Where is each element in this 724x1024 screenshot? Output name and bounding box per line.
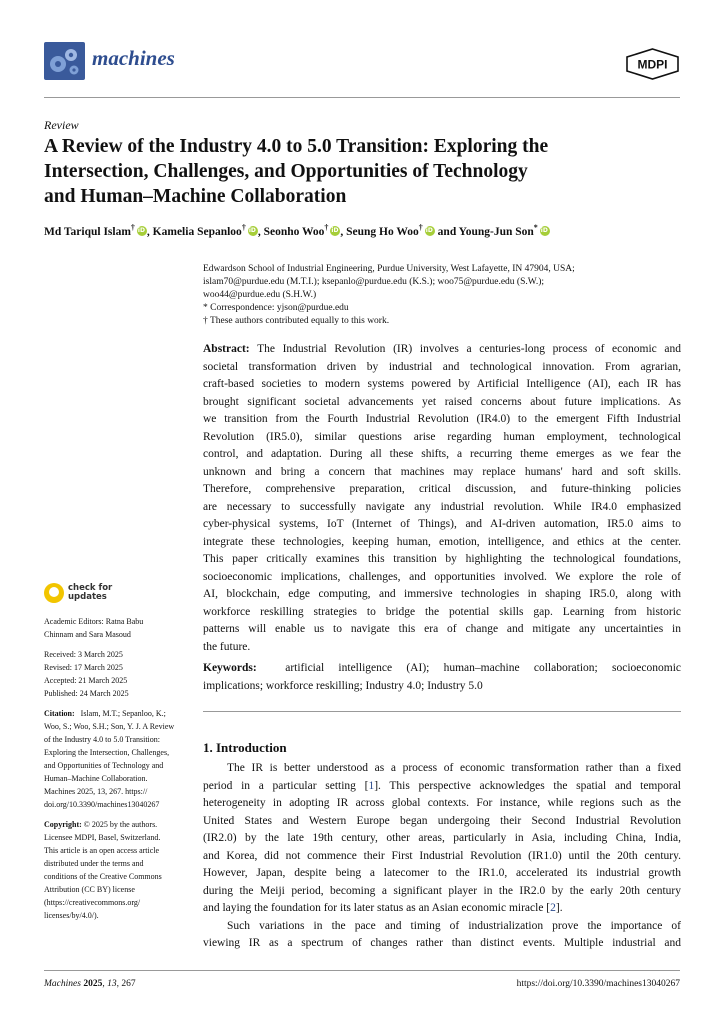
equal-contribution-note: † These authors contributed equally to this work. <box>203 316 390 326</box>
article-title <box>44 134 684 209</box>
footer-volume: 13 <box>107 979 117 989</box>
affiliation-line[interactable]: islam70@purdue.edu (M.T.I.); ksepanlo@purdue.edu (K.S.); woo75@purdue.edu (S.W.); <box>203 277 545 287</box>
citation-ref-link[interactable]: 2 <box>550 902 556 914</box>
mdpi-logo-text: MDPI <box>637 57 668 72</box>
copyright: Copyright: © 2025 by the authors. Licensee MDPI, Basel, Switzerland. This article is an open access article distributed under the terms and conditions of the Creative Commons Attribution (CC BY) license (https://creativecommons.org/ licenses/by/4.0/). <box>44 820 162 920</box>
orcid-icon[interactable] <box>425 226 435 236</box>
abstract-label: Abstract: <box>203 343 250 355</box>
journal-name: machines <box>92 46 175 70</box>
affiliation-line[interactable]: woo44@purdue.edu (S.H.W.) <box>203 290 317 300</box>
abstract-line: This paper critically examines this transition by highlighting the technological foundations, <box>203 553 681 565</box>
intro-line: However, Japan, despite being a latecomer to the IR1.0, accelerated its industrial growth <box>203 867 681 879</box>
intro-line: United States and Western Europe began undergoing their Second Industrial Revolution <box>203 814 681 827</box>
intro-line: Such variations in the pace and timing of industrialization prove the importance of <box>227 919 681 932</box>
citation-ref-link[interactable]: 1 <box>368 779 375 792</box>
footer-page: 267 <box>121 979 136 989</box>
keywords-line: Keywords: artificial intelligence (AI); human–machine collaboration; socioeconomic <box>203 662 681 674</box>
affiliations <box>203 263 680 328</box>
academic-editors: Academic Editors: Ratna Babu Chinnam and Sara Masoud <box>44 617 144 639</box>
correspondence-line[interactable]: * Correspondence: yjson@purdue.edu <box>203 303 349 313</box>
abstract-line: unknown and bring a concern that machines may replace humans' hard and soft skills. <box>203 465 681 478</box>
footer-journal: Machines <box>44 979 81 989</box>
abstract-line: control, and adaptation. During all these shifts, a recurring theme emerges as we fear the <box>203 448 681 460</box>
abstract-line: brought significant societal advancements yet raised concerns about future implications. As <box>203 395 681 408</box>
abstract-line: the future. <box>203 640 251 653</box>
journal-logo <box>44 42 85 80</box>
intro-line: heterogeneity in adopting IR across global contexts. For instance, while regions such as the <box>203 797 681 809</box>
author-name[interactable]: Seonho Woo <box>263 225 325 238</box>
author-list: Md Tariqul Islam†iD , Kamelia Sepanloo†iD , Seonho Woo†iD , Seung Ho Woo†iD and Young-Jun Son*iD <box>44 223 550 238</box>
date-accepted: Accepted: 21 March 2025 <box>44 676 128 685</box>
abstract-line: we transition from the Fourth Industrial Revolution (IR4.0) to the emergent Fifth Industrial <box>203 413 681 425</box>
intro-line: and Korea, did not commence their First Industrial Revolution (IR1.0) until the 20th century. <box>203 849 681 862</box>
intro-line: The IR is better understood as a process of economic transformation rather than a fixed <box>227 762 681 774</box>
intro-line: (IR2.0) by the late 19th century, other areas, particularly in Asia, including China, India, <box>203 832 681 844</box>
section-divider <box>203 711 681 712</box>
footer-divider <box>44 970 680 971</box>
author-and: and <box>437 225 457 238</box>
author-name[interactable]: Young-Jun Son <box>458 225 534 238</box>
intro-body <box>203 760 681 953</box>
check-updates-line: updates <box>68 592 107 602</box>
citation: Citation: Islam, M.T.; Sepanloo, K.; Woo, S.; Woo, S.H.; Son, Y. J. A Review of the Industry 4.0 to 5.0 Transition: Exploring the Intersection, Challenges, and Opportunities of Technology and Human–Machine Collaboration. Machines 2025, 13, 267. https:// doi.org/10.3390/machines13040267 <box>44 709 175 809</box>
author-mark: † <box>130 223 135 232</box>
keywords-label: Keywords: <box>203 662 257 674</box>
abstract-line: integrate these technologies, keeping human, emotion, intelligence, and ethics at the center. <box>203 535 681 548</box>
mdpi-logo <box>625 48 680 80</box>
abstract-line: workforce reskilling strategies to bridge the potential skills gap. Learning from historic <box>203 605 681 618</box>
check-updates-line: check for <box>68 583 113 593</box>
author-mark: * <box>533 223 538 232</box>
footer-doi[interactable]: https://doi.org/10.3390/machines13040267 <box>516 979 680 989</box>
check-updates-icon <box>44 583 64 603</box>
title-line: Intersection, Challenges, and Opportunities of Technology <box>44 161 528 182</box>
abstract-line: cyber-physical systems, IoT (Internet of Things), and AI-driven automation, IR5.0 aims to <box>203 518 681 530</box>
orcid-icon[interactable] <box>137 226 147 236</box>
abstract-line: Therefore, comprehensive preparation, critical discussion, and future-thinking policies <box>203 483 681 495</box>
abstract-line: are necessary to successfully navigate any industrial revolution. While IR4.0 emphasized <box>203 500 681 513</box>
title-line: A Review of the Industry 4.0 to 5.0 Transition: Exploring the <box>44 136 549 157</box>
header-divider <box>44 97 680 98</box>
date-received: Received: 3 March 2025 <box>44 650 123 659</box>
orcid-icon[interactable] <box>540 226 550 236</box>
date-published: Published: 24 March 2025 <box>44 689 129 698</box>
author-name[interactable]: Md Tariqul Islam <box>44 225 131 238</box>
author-name[interactable]: Seung Ho Woo <box>346 225 419 238</box>
footer-year: 2025 <box>83 979 103 989</box>
article-dates <box>44 648 189 700</box>
copyright-label: Copyright: <box>44 820 82 829</box>
orcid-icon[interactable] <box>330 226 340 236</box>
author-mark: † <box>418 223 423 232</box>
keywords-line: implications; workforce reskilling; Industry 4.0; Industry 5.0 <box>203 679 483 692</box>
abstract-line: craft-based societies to modern systems powered by Artificial Intelligence (AI), each IR has <box>203 378 681 390</box>
author-mark: † <box>324 223 329 232</box>
abstract-line: socioeconomic implications, challenges, and opportunities involved. We explore the role of <box>203 570 681 583</box>
intro-line: period in a particular setting [1]. This perspective acknowledges the spatial and temporal <box>203 779 682 792</box>
keywords <box>203 660 681 695</box>
footer-citation: Machines 2025, 13, 267 <box>44 979 136 989</box>
gears-icon <box>44 42 85 80</box>
abstract-line: patterns will enable us to navigate this era of change and mitigate any uncertainties in <box>203 623 681 635</box>
intro-line: during the Meiji period, becoming a significant player in the IR2.0 by the early 20th century <box>203 884 681 897</box>
date-revised: Revised: 17 March 2025 <box>44 663 123 672</box>
title-line: and Human–Machine Collaboration <box>44 186 347 207</box>
author-name[interactable]: Kamelia Sepanloo <box>152 225 242 238</box>
intro-line: and laying the foundation for its later status as an Asian economic miracle [2]. <box>203 902 563 914</box>
abstract-line: Revolution (IR5.0), similar questions arise regarding human employment, technological <box>203 430 681 443</box>
affiliation-line: Edwardson School of Industrial Engineering, Purdue University, West Lafayette, IN 47904, USA; <box>203 264 575 274</box>
abstract-line: Abstract: The Industrial Revolution (IR) involves a centuries-long process of economic and <box>203 343 681 355</box>
intro-line: viewing IR as a spectrum of changes rather than distinct events. Multiple industrial and <box>203 937 681 949</box>
citation-label: Citation: <box>44 709 75 718</box>
abstract-line: AI, blockchain, edge computing, and immersive technologies in shaping IR5.0, along with <box>203 588 681 600</box>
sidebar <box>44 615 189 929</box>
abstract-line: societal transformation driven by industrial and technological innovation. From agrarian, <box>203 360 681 373</box>
author-mark: † <box>241 223 246 232</box>
orcid-icon[interactable] <box>248 226 258 236</box>
abstract <box>203 341 681 656</box>
section-heading: 1. Introduction <box>203 740 287 755</box>
article-type: Review <box>44 118 79 132</box>
